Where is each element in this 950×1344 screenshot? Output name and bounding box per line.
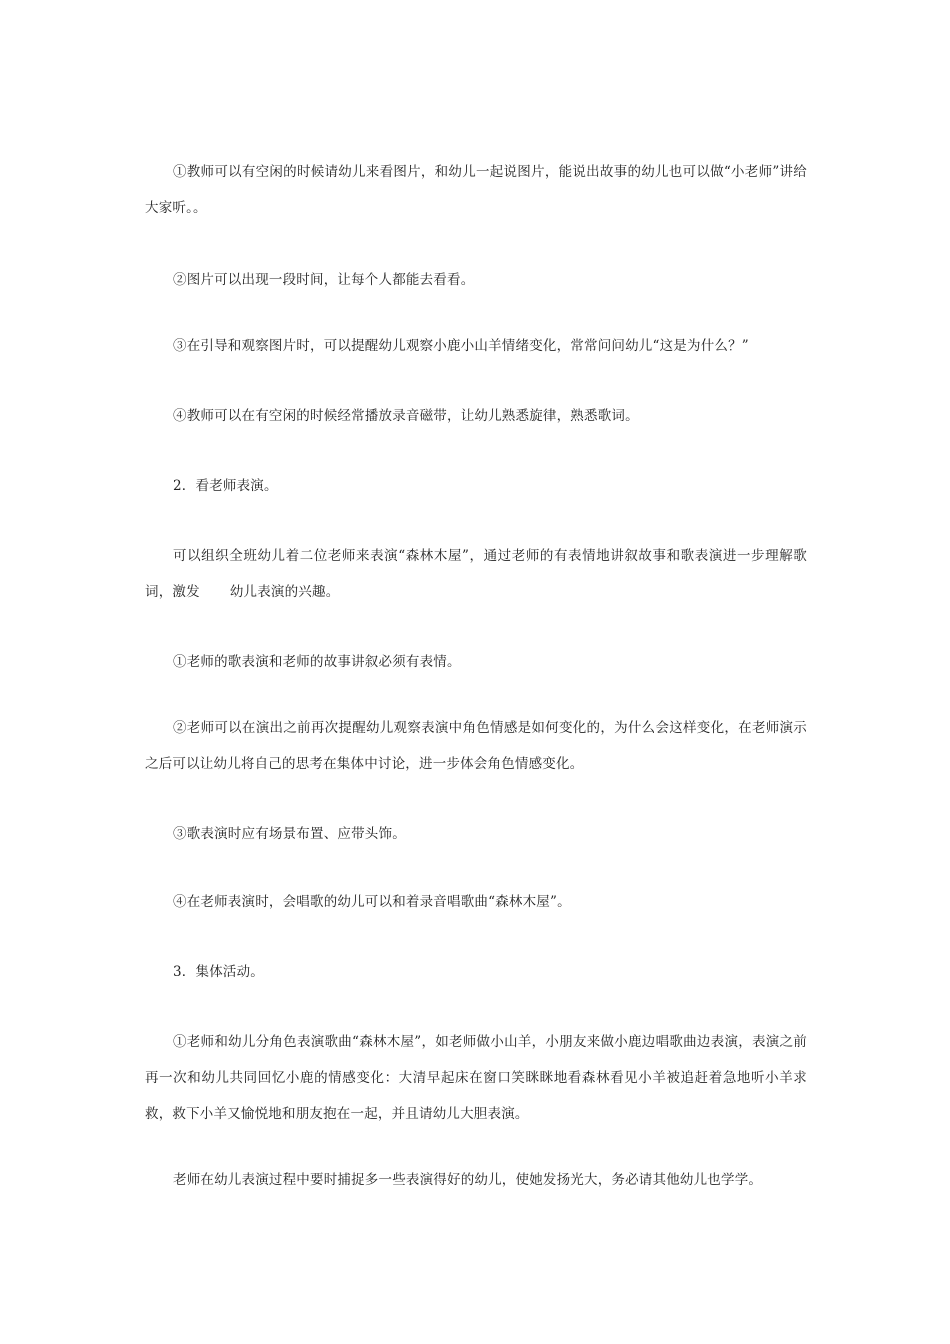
paragraph-4: ④教师可以在有空闲的时候经常播放录音磁带，让幼儿熟悉旋律，熟悉歌词。 bbox=[173, 408, 639, 424]
paragraph-5-text-b: 幼儿表演的兴趣。 bbox=[229, 584, 340, 600]
paragraph-11: 老师在幼儿表演过程中要时捕捉多一些表演得好的幼儿，使她发扬光大，务必请其他幼儿也学学。 bbox=[173, 1172, 763, 1188]
paragraph-2: ②图片可以出现一段时间，让每个人都能去看看。 bbox=[173, 272, 475, 288]
paragraph-6: ①老师的歌表演和老师的故事讲叙必须有表情。 bbox=[173, 654, 461, 670]
paragraph-3: ③在引导和观察图片时，可以提醒幼儿观察小鹿小山羊情绪变化，常常问问幼儿“这是为什么？” bbox=[173, 338, 749, 354]
section-heading-3: 3．集体活动。 bbox=[173, 964, 264, 980]
paragraph-9: ④在老师表演时，会唱歌的幼儿可以和着录音唱歌曲“森林木屋”。 bbox=[173, 894, 571, 910]
paragraph-5 bbox=[145, 538, 807, 610]
paragraph-5-text-a: 可以组织全班幼儿着二位老师来表演“森林木屋”，通过老师的有表情地讲叙故事和歌表演进一步理解歌词，激发 bbox=[145, 548, 807, 600]
section-heading-2: 2．看老师表演。 bbox=[173, 478, 278, 494]
paragraph-8: ③歌表演时应有场景布置、应带头饰。 bbox=[173, 826, 406, 842]
paragraph-10: ①老师和幼儿分角色表演歌曲“森林木屋”，如老师做小山羊，小朋友来做小鹿边唱歌曲边表演，表演之前再一次和幼儿共同回忆小鹿的情感变化：大清早起床在窗口笑眯眯地看森林看见小羊被追赶着急地听小羊求救，救下小羊又愉悦地和朋友抱在一起，并且请幼儿大胆表演。 bbox=[145, 1034, 807, 1122]
paragraph-1: ①教师可以有空闲的时候请幼儿来看图片，和幼儿一起说图片，能说出故事的幼儿也可以做“小老师”讲给大家听。。 bbox=[145, 164, 807, 216]
paragraph-7: ②老师可以在演出之前再次提醒幼儿观察表演中角色情感是如何变化的，为什么会这样变化，在老师演示之后可以让幼儿将自己的思考在集体中讨论，进一步体会角色情感变化。 bbox=[145, 720, 807, 772]
